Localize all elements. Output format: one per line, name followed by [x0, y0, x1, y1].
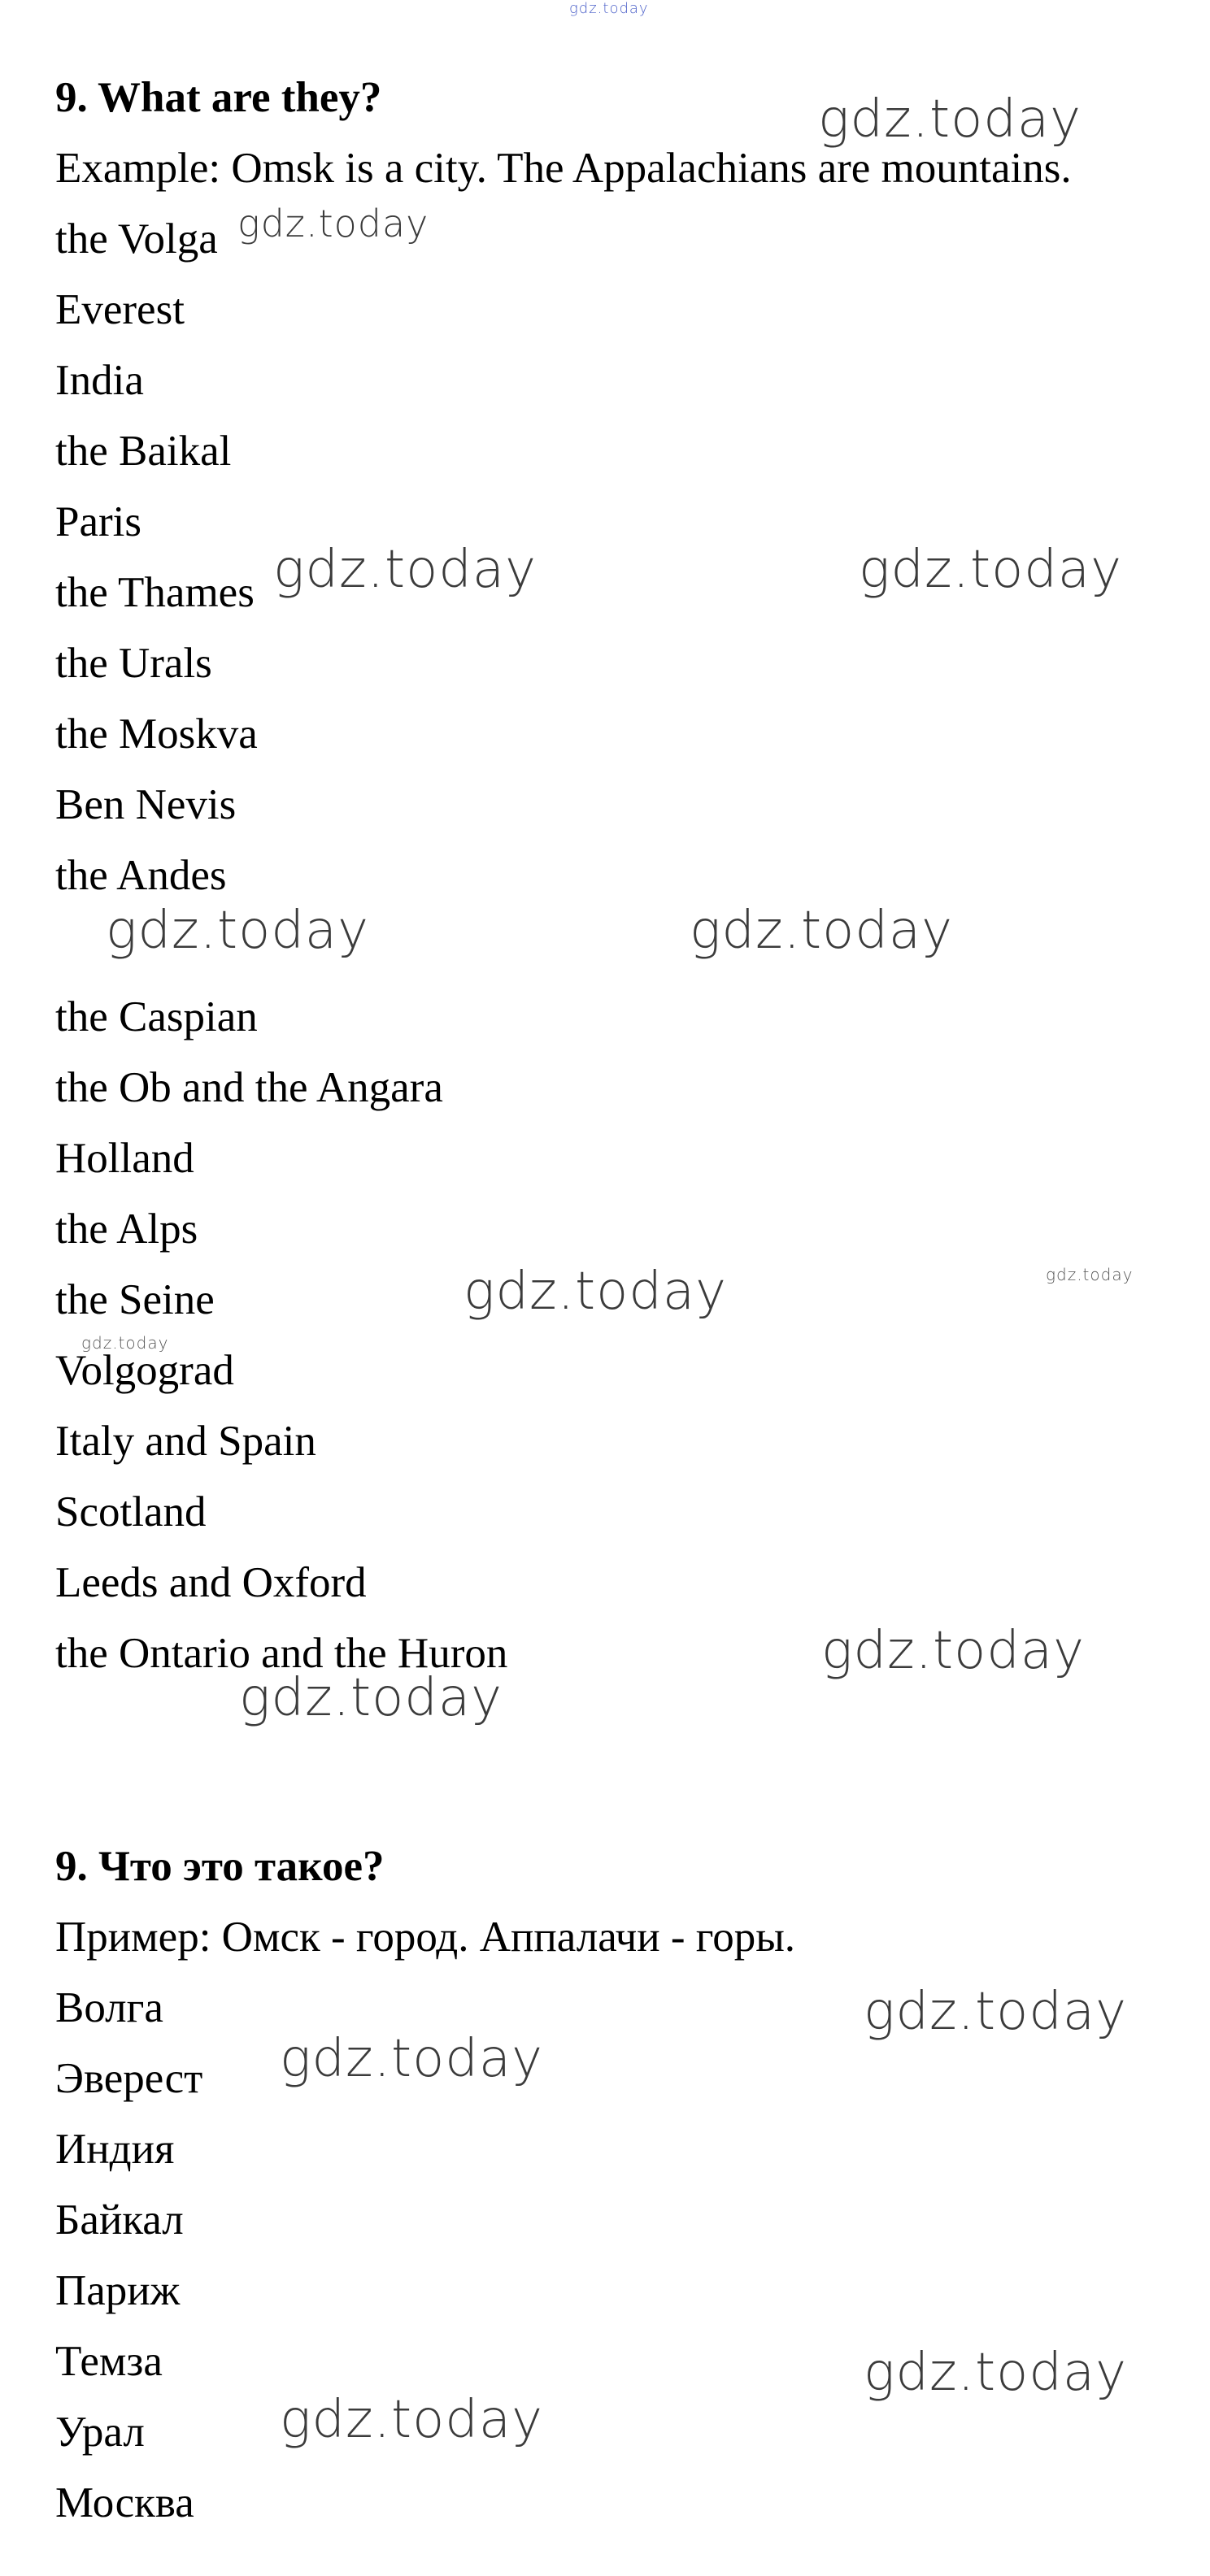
english-item: India	[55, 357, 144, 404]
russian-heading: 9. Что это такое?	[55, 1843, 385, 1890]
english-example: Example: Omsk is a city. The Appalachians are mountains.	[55, 145, 1072, 192]
watermark: gdz.today	[864, 2343, 1127, 2403]
watermark: gdz.today	[81, 1333, 169, 1353]
english-item: Scotland	[55, 1488, 207, 1536]
english-section	[55, 63, 1072, 1689]
watermark: gdz.today	[239, 1668, 503, 1728]
watermark: gdz.today	[106, 901, 369, 961]
watermark: gdz.today	[690, 901, 953, 961]
watermark: gdz.today	[569, 0, 649, 17]
watermark: gdz.today	[859, 540, 1122, 600]
watermark: gdz.today	[464, 1262, 727, 1322]
english-item: the Seine	[55, 1276, 215, 1323]
english-item: Leeds and Oxford	[55, 1559, 367, 1606]
english-item: Paris	[55, 498, 141, 545]
russian-item: Волга	[55, 1984, 163, 2031]
russian-item: Париж	[55, 2267, 181, 2314]
english-item: the Baikal	[55, 428, 232, 475]
english-item: the Ob and the Angara	[55, 1064, 443, 1111]
watermark: gdz.today	[273, 540, 537, 600]
russian-item: Темза	[55, 2338, 163, 2385]
english-item: Ben Nevis	[55, 781, 237, 828]
russian-item: Индия	[55, 2126, 175, 2173]
english-item: the Moskva	[55, 710, 258, 758]
russian-example: Пример: Омск - город. Аппалачи - горы.	[55, 1914, 796, 1961]
watermark: gdz.today	[818, 89, 1082, 150]
russian-item: Урал	[55, 2409, 145, 2456]
english-item: Volgograd	[55, 1347, 234, 1394]
english-item: the Volga	[55, 215, 218, 263]
watermark: gdz.today	[864, 1982, 1127, 2042]
english-item: the Caspian	[55, 993, 258, 1040]
english-item: the Urals	[55, 640, 212, 687]
russian-item: Байкал	[55, 2196, 184, 2244]
english-heading: 9. What are they?	[55, 74, 382, 121]
russian-item: Эверест	[55, 2055, 203, 2102]
english-item: Everest	[55, 286, 185, 333]
english-item: Italy and Spain	[55, 1418, 316, 1465]
english-item: Holland	[55, 1135, 194, 1182]
watermark: gdz.today	[821, 1621, 1085, 1681]
watermark: gdz.today	[1046, 1265, 1134, 1284]
english-item: the Thames	[55, 569, 255, 616]
english-item: the Alps	[55, 1205, 198, 1253]
watermark: gdz.today	[237, 202, 429, 245]
russian-item: Москва	[55, 2479, 194, 2526]
english-item: the Ontario and the Huron	[55, 1630, 508, 1677]
watermark: gdz.today	[280, 2029, 543, 2089]
watermark: gdz.today	[280, 2390, 543, 2450]
english-item: the Andes	[55, 852, 227, 899]
